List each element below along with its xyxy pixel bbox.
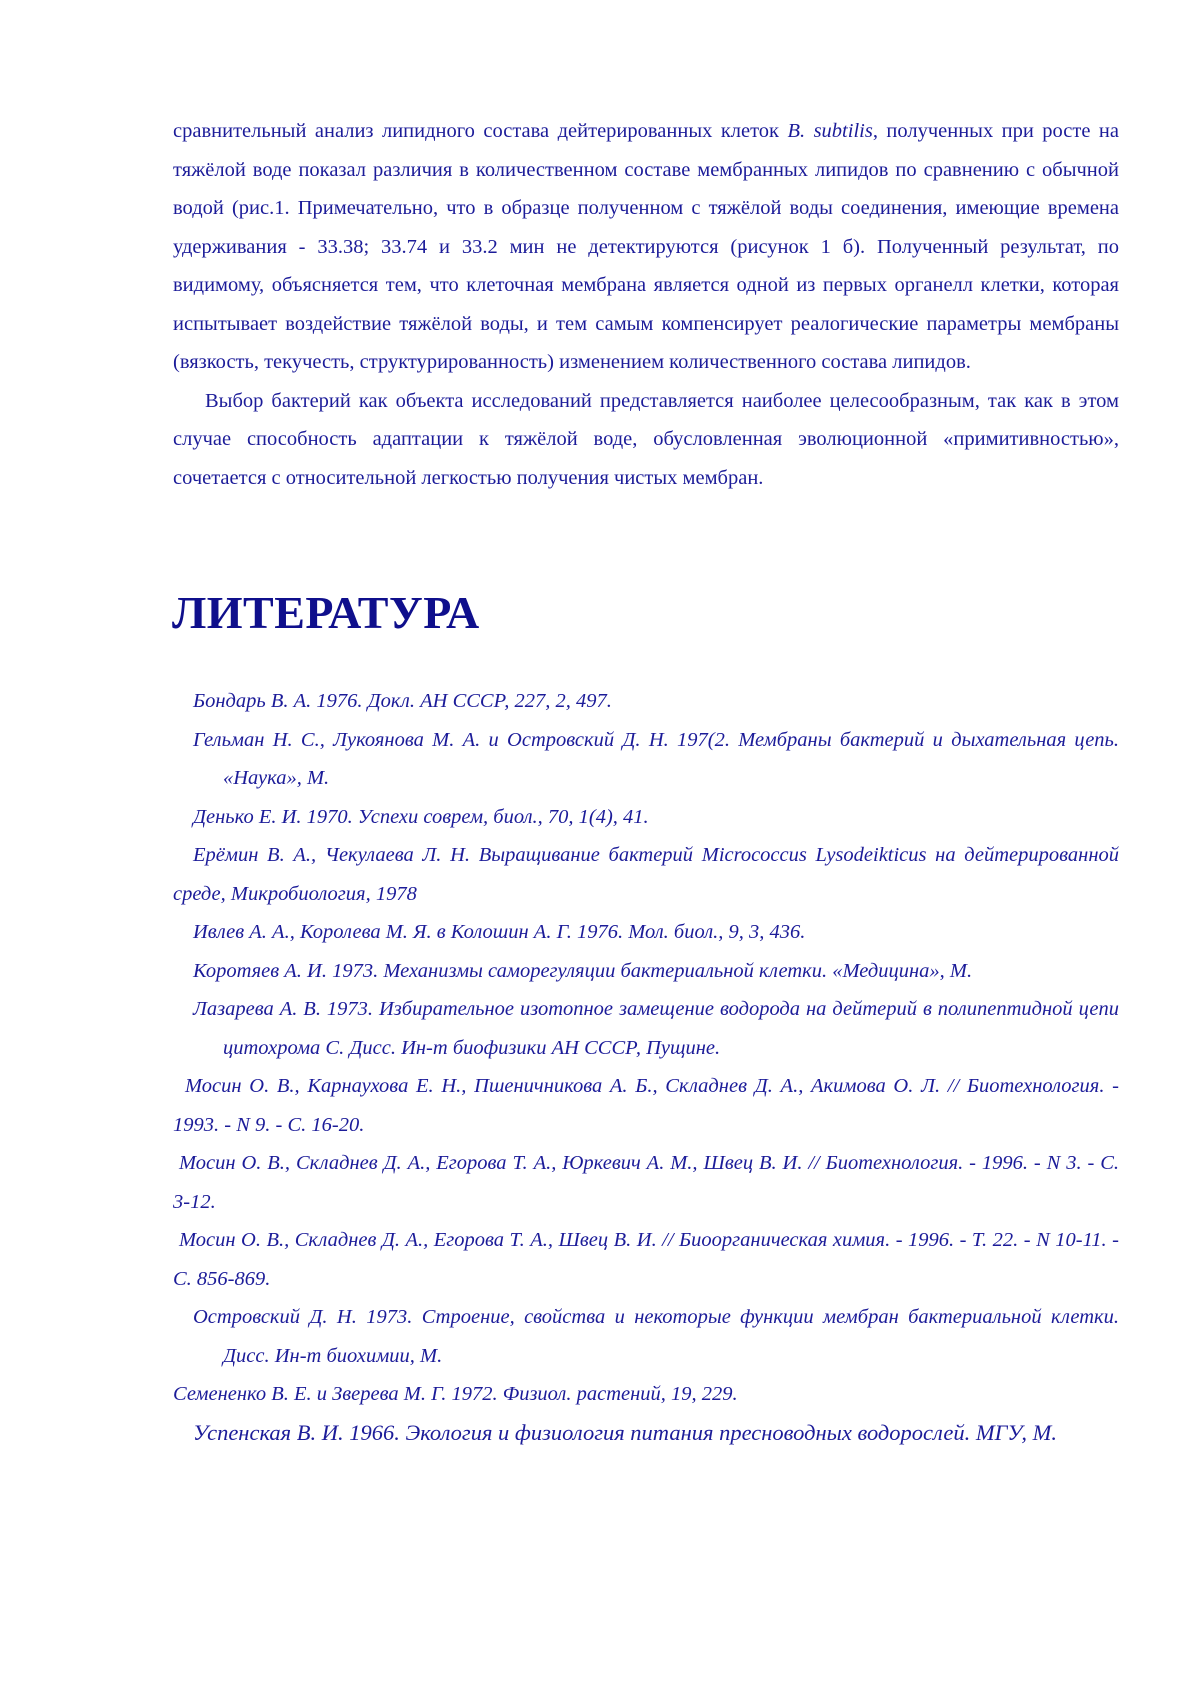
reference-item: Мосин О. В., Складнев Д. А., Егорова Т. А., Швец В. И. // Биоорганическая химия. - 1996. - Т. 22. - N 10-11. - С. 856-869. [173, 1229, 1119, 1290]
reference-item: Ивлев А. А., Королева М. Я. в Колошин А. Г. 1976. Мол. биол., 9, 3, 436. [193, 921, 806, 943]
reference-item: Мосин О. В., Складнев Д. А., Егорова Т. А., Юркевич А. М., Швец В. И. // Биотехнология. - 1996. - N 3. - С. 3-12. [173, 1152, 1119, 1213]
reference-item: Островский Д. Н. 1973. Строение, свойства и некоторые функции мембран бактериальной клетки. Дисс. Ин-т биохимии, М. [193, 1306, 1119, 1367]
species-name: B. subtilis [787, 120, 873, 142]
reference-item: Коротяев А. И. 1973. Механизмы саморегуляции бактериальной клетки. «Медицина», М. [193, 959, 973, 982]
reference-item: Успенская В. И. 1966. Экология и физиология питания пресноводных водорослей. МГУ, М. [193, 1419, 1058, 1445]
reference-item: Бондарь В. А. 1976. Докл. АН СССР, 227, 2, 497. [193, 690, 612, 712]
reference-item: Денько Е. И. 1970. Успехи соврем, биол., 70, 1(4), 41. [193, 805, 649, 828]
reference-item: Лазарева А. В. 1973. Избирательное изотопное замещение водорода на дейтерий в полипептидной цепи цитохрома С. Дисс. Ин-т биофизики АН СССР, Пущине. [193, 998, 1119, 1059]
reference-item: Семененко В. Е. и Зверева М. Г. 1972. Физиол. растений, 19, 229. [173, 1383, 738, 1405]
paragraph-1-text-b: , полученных при росте на тяжёлой воде показал различия в количественном составе мембранных липидов по сравнению с обычной водой (рис.1. Примечательно, что в образце полученном с тяжёлой воды соединения, имеющие времена удерживания - 33.38; 33.74 и 33.2 мин не детектируются (рисунок 1 б). Полученный результат, по видимому, объясняется тем, что клеточная мембрана является одной из первых органелл клетки, которая испытывает воздействие тяжёлой воды, и тем самым компенсирует реалогические параметры мембраны (вязкость, текучесть, структурированность) изменением количественного состава липидов. [173, 120, 1119, 373]
paragraph-1 [173, 112, 1119, 382]
body-text [173, 112, 1119, 497]
section-heading: ЛИТЕРАТУРА [172, 587, 480, 638]
reference-item: Ерёмин В. А., Чекулаева Л. Н. Выращивание бактерий Micrococcus Lysodeikticus на дейтерированной среде, Микробиология, 1978 [173, 844, 1119, 905]
reference-list [173, 682, 1119, 1452]
paragraph-2: Выбор бактерий как объекта исследований представляется наиболее целесообразным, так как в этом случае способность адаптации к тяжёлой воде, обусловленная эволюционной «примитивностью», сочетается с относительной легкостью получения чистых мембран. [173, 389, 1119, 489]
paragraph-1-text-a: сравнительный анализ липидного состава дейтерированных клеток [173, 120, 788, 142]
reference-item: Гельман Н. С., Лукоянова М. А. и Островский Д. Н. 197(2. Мембраны бактерий и дыхательная цепь. «Наука», М. [193, 728, 1119, 789]
reference-item: Мосин О. В., Карнаухова Е. Н., Пшеничникова А. Б., Складнев Д. А., Акимова О. Л. // Биотехнология. - 1993. - N 9. - С. 16-20. [173, 1075, 1119, 1136]
